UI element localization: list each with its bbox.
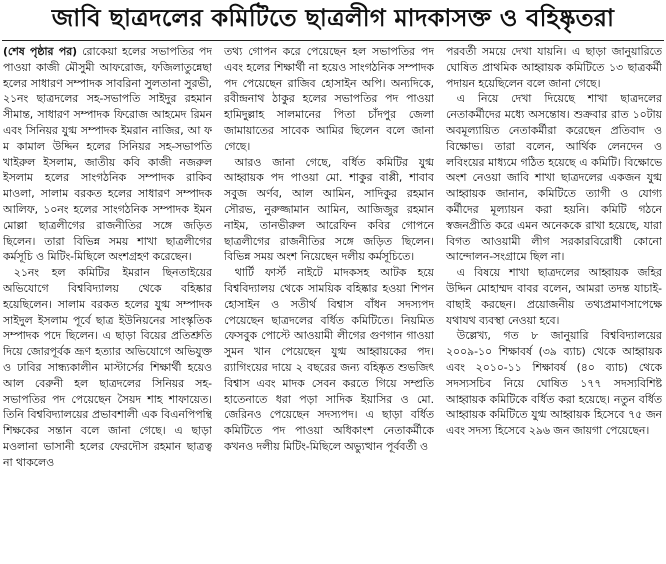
article-column-1: [3, 44, 212, 562]
paragraph: থার্টি ফার্স্ট নাইটে মাদকসহ আটক হয়ে বিশ্ববিদ্যালয় থেকে সাময়িক বহিষ্কার হওয়া শিপন হোসাইন ও সতীর্থ বিশ্বাস বাঁধন সদস্যপদ পেয়েছেন ছাত্রদলের বর্ধিত কমিটিতে। নিয়মিত ফেসবুক পোস্টে আওয়ামী লীগের গুণগান গাওয়া সুমন খান পেয়েছেন যুগ্ম আহ্বায়কের পদ। র‌্যাগিংয়ের দায়ে ২ বছরের জন্য বহিষ্কৃত শুভজিৎ বিশ্বাস এবং মাদক সেবন করতে গিয়ে সম্প্রতি হাতেনাতে ধরা পড়া সাদিক ইয়াসির ও মো. জেরিনও পেয়েছেন সদস্যপদ। এ ছাড়া বর্ধিত কমিটিতে পদ পাওয়া অধিকাংশ নেতাকর্মীকে কখনও দলীয় মিটিং-মিছিলে অভ্যুত্থান পূর্ববর্তী ও: [224, 266, 434, 453]
headline-divider: [2, 40, 664, 41]
continuation-tag: (শেষ পৃষ্ঠার পর): [3, 45, 78, 58]
paragraph: আরও জানা গেছে, বর্ধিত কমিটির যুগ্ম আহ্বায়ক পদ পাওয়া মো. শাকুর বাপ্পী, শাবাব সবুজ অর্ণব, আল আমিন, সাদিকুর রহমান সৌরভ, নুরুজ্জামান আমিন, আজিজুর রহমান নাইম, তানভীরুল আরেফিন কবির গোপনে ছাত্রলীগের রাজনীতির সঙ্গে জড়িত ছিলেন। বিভিন্ন সময় অংশ নিয়েছেন দলীয় কর্মসূচিতে।: [224, 155, 434, 264]
paragraph: এ বিষয়ে শাখা ছাত্রদলের আহ্বায়ক জহির উদ্দিন মোহাম্মদ বাবর বলেন, আমরা তদন্ত যাচাই-বাছাই করছেন। প্রয়োজনীয় তথ্যপ্রমাণসাপেক্ষে যথাযথ ব্যবস্থা নেওয়া হবে।: [446, 266, 662, 327]
paragraph: ২১নং হল কমিটির ইমরান ছিনতাইয়ের অভিযোগে বিশ্ববিদ্যালয় থেকে বহিষ্কার হয়েছিলেন। সালাম বরকত হলের যুগ্ম সম্পাদক সাইদুল ইসলাম পূর্বে ছাত্র ইউনিয়নের সাংস্কৃতিক সম্পাদক পদে ছিলেন। এ ছাড়া বিয়ের প্রতিশ্রুতি দিয়ে জোরপূর্বক ভ্রূণ হত্যার অভিযোগে অভিযুক্ত ও ঢাবির সান্ধ্যকালীন মাস্টার্সের শিক্ষার্থী হয়েও আল বেরুনী হল ছাত্রদলের সিনিয়র সহ-সভাপতির পদ পেয়েছেন সৈয়দ শাহ শাফায়েত। তিনি বিশ্ববিদ্যালয়ের প্রভাবশালী এক বিএনপিপন্থি শিক্ষকের সন্তান বলে জানা গেছে। এ ছাড়া মওলানা ভাসানী হলের ফেরদৌস রহমান ছাত্রত্ব না থাকলেও: [3, 266, 212, 469]
article-column-2: [224, 44, 434, 562]
headline: জাবি ছাত্রদলের কমিটিতে ছাত্রলীগ মাদকাসক্ত ও বহিষ্কৃতরা: [51, 3, 615, 32]
paragraph: [3, 44, 212, 265]
paragraph: তথ্য গোপন করে পেয়েছেন হল সভাপতির পদ এবং হলের শিক্ষার্থী না হয়েও সাংগঠনিক সম্পাদক পদ পেয়েছেন রাজিব হোসাইন অপি। অন্যদিকে, রবীন্দ্রনাথ ঠাকুর হলের সভাপতির পদ পাওয়া হামিদুল্লাহ সালমানের পিতা চাঁদপুর জেলা জামায়াতের সাবেক আমির ছিলেন বলে জানা গেছে।: [224, 45, 434, 153]
paragraph: এ নিয়ে দেখা দিয়েছে শাখা ছাত্রদলের নেতাকর্মীদের মধ্যে অসন্তোষ। শুক্রবার রাত ১০টায় অবমূল্যায়িত নেতাকর্মীরা করেছেন প্রতিবাদ ও বিক্ষোভ। তারা বলেন, আর্থিক লেনদেন ও লবিংয়ের মাধ্যমে গঠিত হয়েছে এ কমিটি। বিক্ষোভে অংশ নেওয়া জাবি শাখা ছাত্রদলের একজন যুগ্ম আহ্বায়ক জানান, কমিটিতে ত্যাগী ও যোগ্য কর্মীদের মূল্যায়ন করা হয়নি। কমিটি গঠনে স্বজনপ্রীতি করে এমন অনেককে রাখা হয়েছে, যারা বিগত আওয়ামী লীগ সরকারবিরোধী কোনো আন্দোলন-সংগ্রামে ছিল না।: [446, 92, 662, 264]
paragraph-text: রোকেয়া হলের সভাপতির পদ পাওয়া কাজী মৌসুমী আফরোজ, ফজিলাতুন্নেছা হলের সাধারণ সম্পাদক সাবরিনা সুলতানা সুরভী, ২১নং ছাত্রদলের সহ-সভাপতি সাইদুর রহমান সীমান্ত, সাধারণ সম্পাদক ফিরোজ আহমেদ রিমন এবং সিনিয়র যুগ্ম সম্পাদক ইমরান নাজির, আ ফ ম কামাল উদ্দিন হলের সিনিয়র সহ-সভাপতি খাইরুল ইসলাম, জাতীয় কবি কাজী নজরুল ইসলাম হলের সাংগঠনিক সম্পাদক রাকিব মাওলা, সালাম বরকত হলের সাধারণ সম্পাদক আলিফ, ১০নং হলের সাংগঠনিক সম্পাদক ইমন মোল্লা ছাত্রলীগের রাজনীতির সঙ্গে জড়িত ছিলেন। তারা বিভিন্ন সময় শাখা ছাত্রলীগের কর্মসূচি ও মিটিং-মিছিলে অংশগ্রহণ করেছেন।: [3, 45, 212, 264]
paragraph: উল্লেখ্য, গত ৮ জানুয়ারি বিশ্ববিদ্যালয়ের ২০০৯-১০ শিক্ষাবর্ষ (৩৯ ব্যাচ) থেকে আহ্বায়ক এবং ২০১০-১১ শিক্ষাবর্ষ (৪০ ব্যাচ) থেকে সদস্যসচিব নিয়ে ঘোষিত ১৭৭ সদস্যবিশিষ্ট আহ্বায়ক কমিটিকে বর্ধিত করা হয়েছে। নতুন বর্ধিত আহ্বায়ক কমিটিতে যুগ্ম আহ্বায়ক হিসেবে ৭৫ জন এবং সদস্য হিসেবে ২৯৬ জন জায়গা পেয়েছেন।: [446, 329, 662, 438]
paragraph: পরবর্তী সময়ে দেখা যায়নি। এ ছাড়া জানুয়ারিতে ঘোষিত প্রাথমিক আহ্বায়ক কমিটিতে ১৩ ছাত্রকর্মী পদায়ন হয়েছিলেন বলে জানা গেছে।: [446, 45, 662, 90]
article-column-3: [446, 44, 662, 562]
